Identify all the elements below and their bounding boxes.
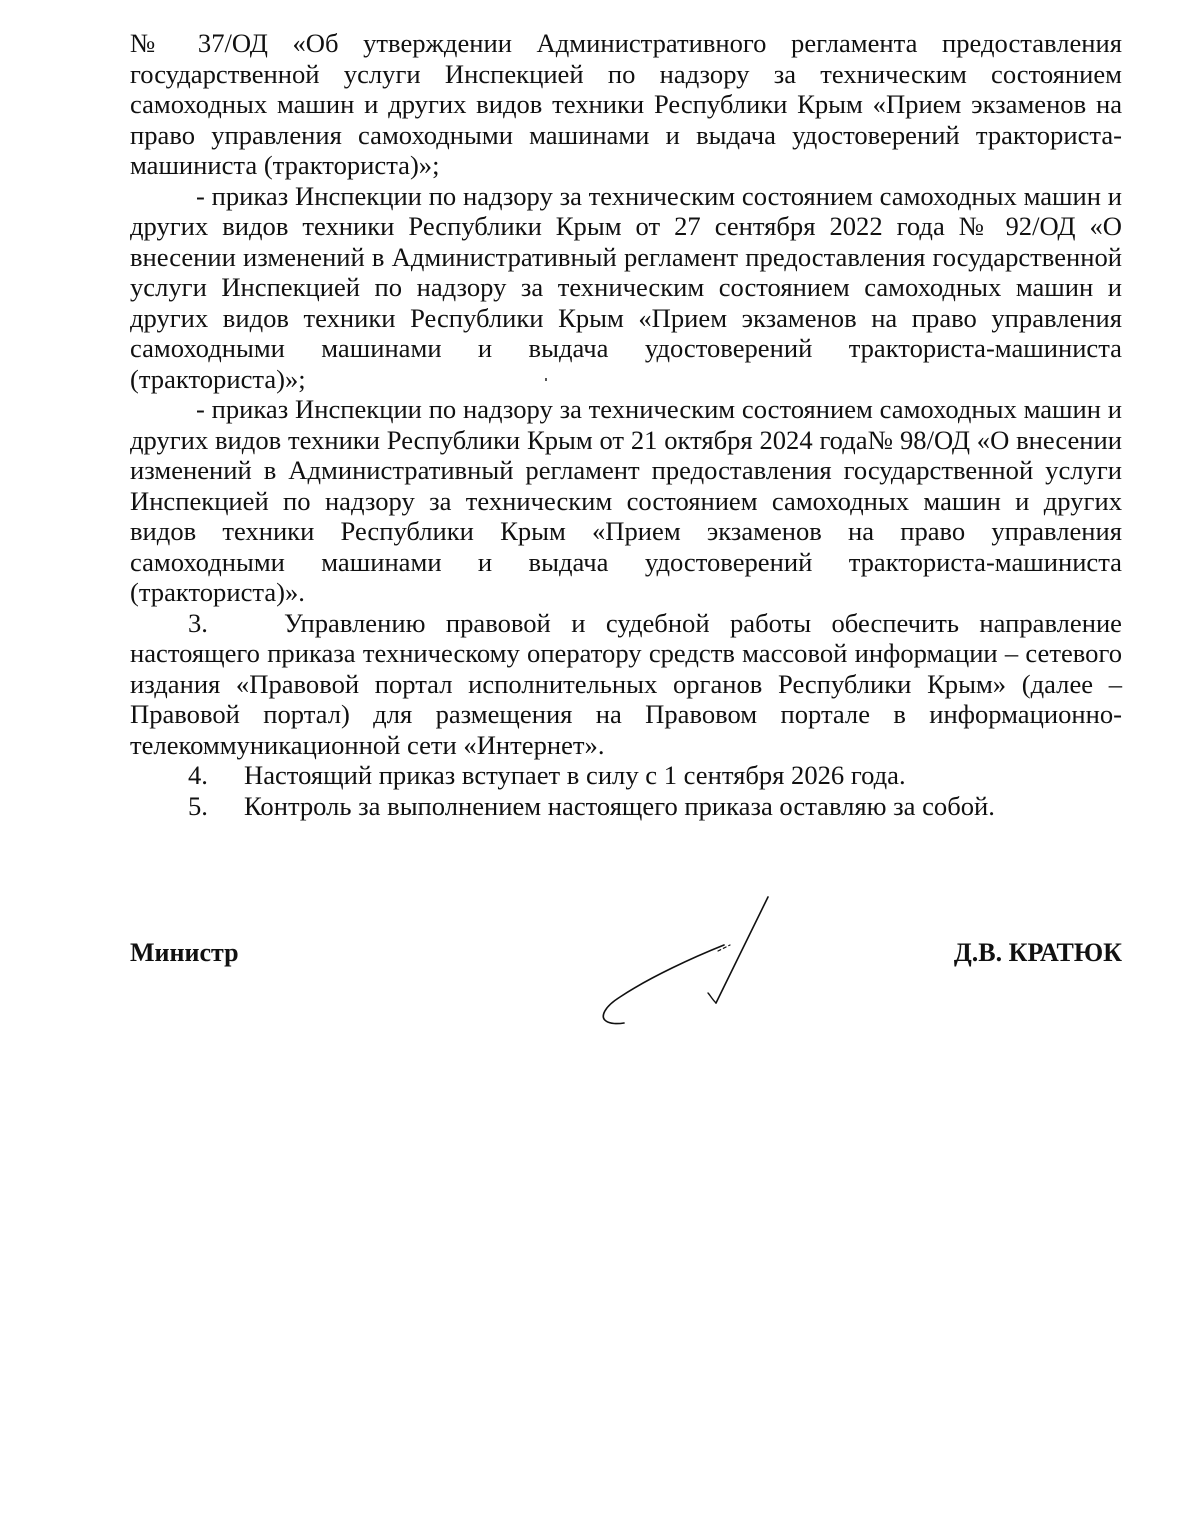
handwritten-signature-icon [598,893,778,1033]
item-number: 5. [188,790,208,821]
item-text: Настоящий приказ вступает в силу с 1 сентября 2026 года. [244,760,906,790]
item-number: 4. [188,760,208,790]
numbered-item-4 [130,760,1122,791]
document-body [130,28,1122,821]
numbered-item-3 [130,608,1122,761]
bullet-order-2022: - приказ Инспекции по надзору за техническим состоянием самоходных машин и других видов техники Республики Крым от 27 сентября 2022 года № 92/ОД «О внесении изменений в Административный регламент предоставления государственной услуги Инспекцией по надзору за техническим состоянием самоходных машин и других видов техники Республики Крым «Прием экзаменов на право управления самоходными машинами и выдача удостоверений тракториста-машиниста (тракториста)»; [130,180,1122,394]
signer-position: Министр [130,938,239,967]
scan-speck [545,378,547,381]
bullet-order-2024: - приказ Инспекции по надзору за техническим состоянием самоходных машин и других видов техники Республики Крым от 21 октября 2024 года№ 98/ОД «О внесении изменений в Административный регламент предоставления государственной услуги Инспекцией по надзору за техническим состоянием самоходных машин и других видов техники Республики Крым «Прием экзаменов на право управления самоходными машинами и выдача удостоверений тракториста-машиниста (тракториста)». [130,394,1122,607]
signer-name: Д.В. КРАТЮК [953,938,1122,967]
item-text: Управлению правовой и судебной работы обеспечить направление настоящего приказа техническому оператору средств массовой информации – сетевого издания «Правовой портал исполнительных органов Республики Крым» (далее – Правовой портал) для размещения на Правовом портале в информационно-телекоммуникационной сети «Интернет». [130,607,1122,760]
item-text: Контроль за выполнением настоящего приказа оставляю за собой. [244,790,995,821]
continuation-paragraph: № 37/ОД «Об утверждении Административного регламента предоставления государственной услуги Инспекцией по надзору за техническим состоянием самоходных машин и других видов техники Республики Крым «Прием экзаменов на право управления самоходными машинами и выдача удостоверений тракториста-машиниста (тракториста)»; [130,28,1122,180]
item-number: 3. [188,607,208,638]
numbered-item-5 [130,791,1122,822]
